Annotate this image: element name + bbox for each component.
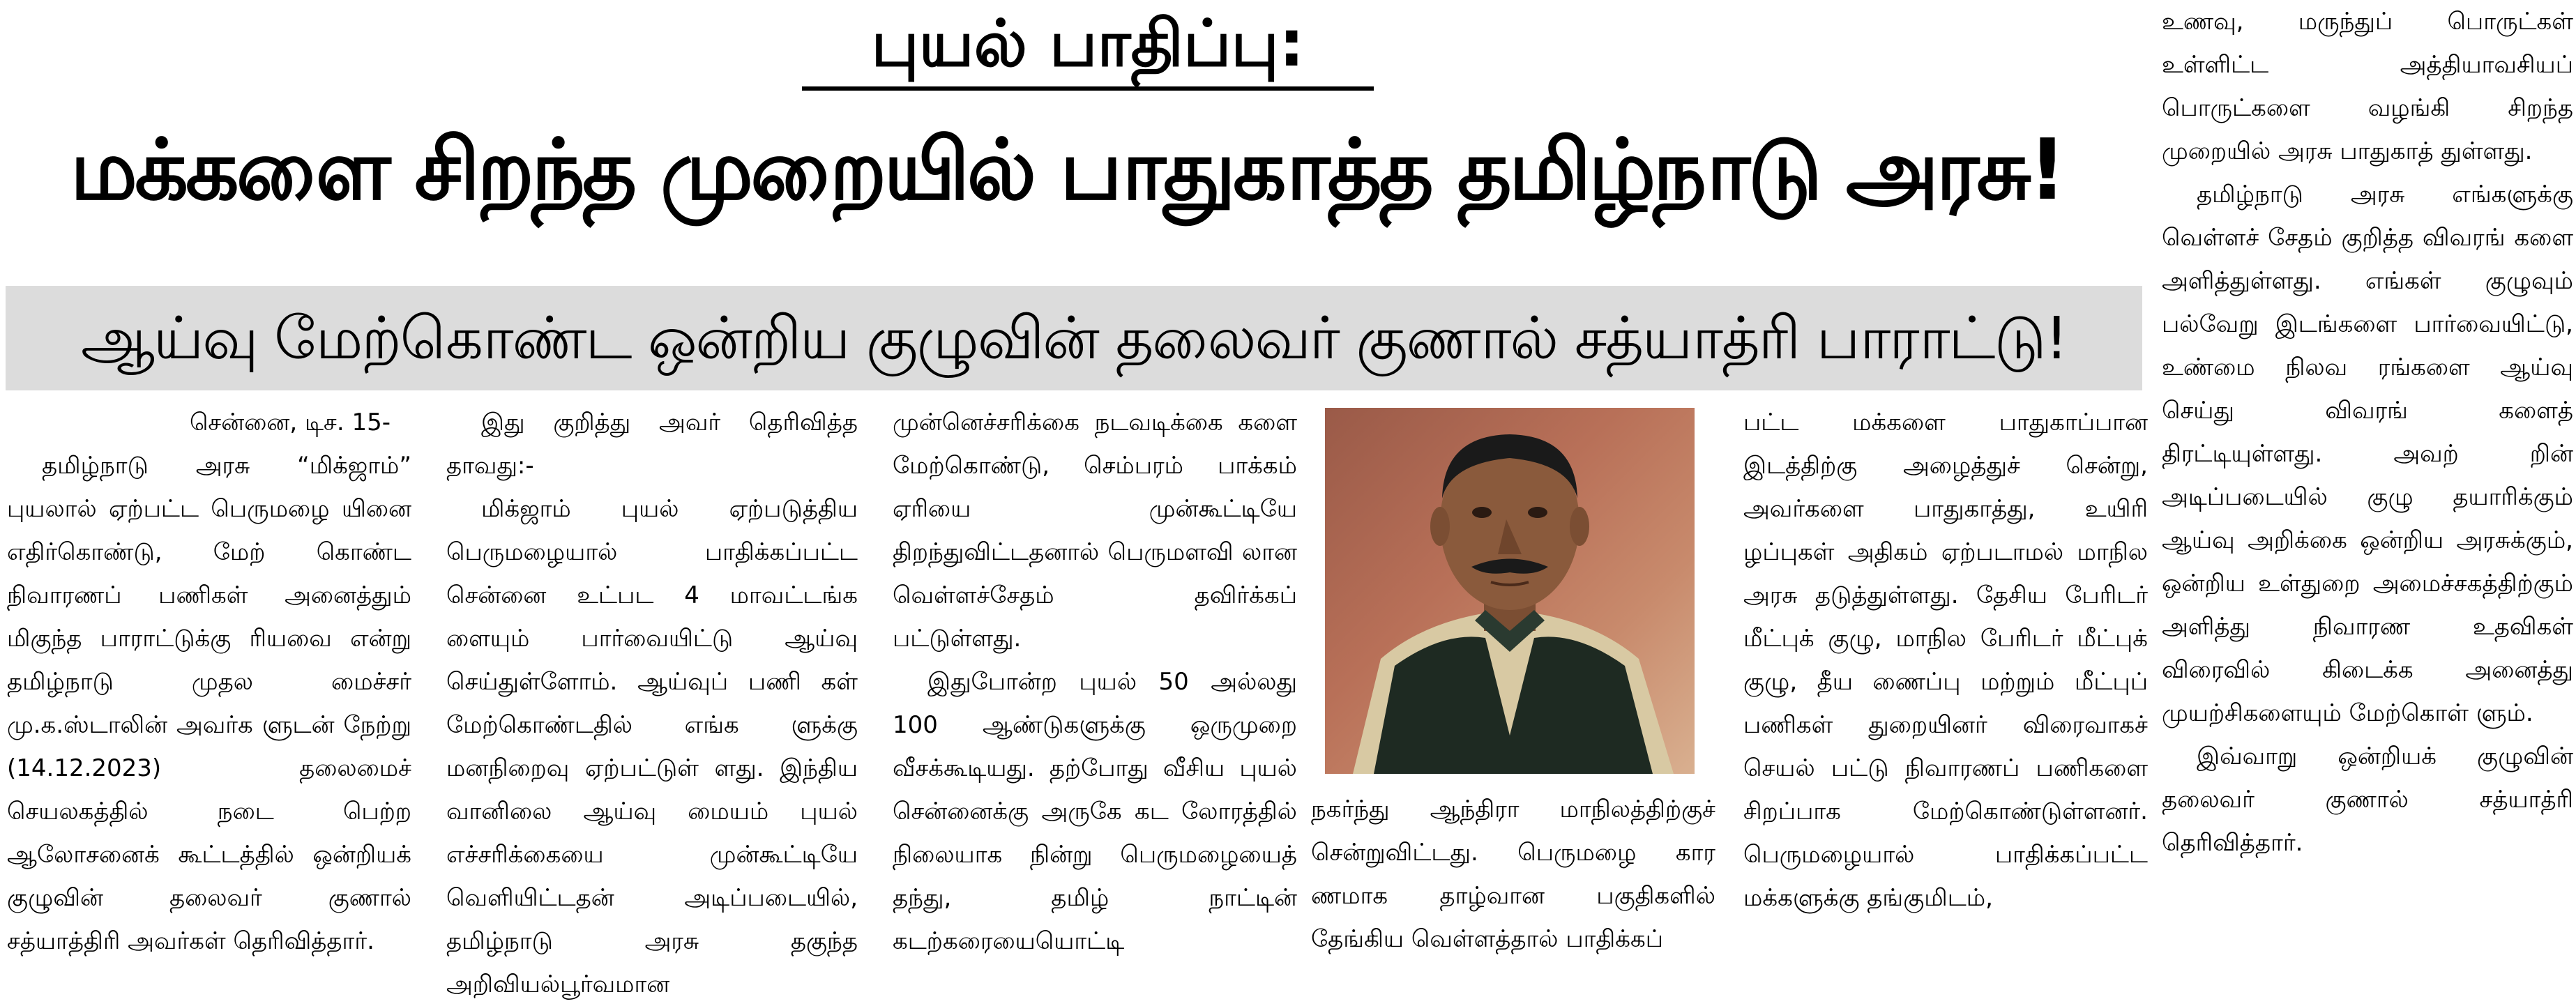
article-column-3 <box>893 401 1297 963</box>
paragraph: முன்னெச்சரிக்கை நடவடிக்கை களை மேற்கொண்டு, செம்பரம் பாக்கம் ஏரியை முன்கூட்டியே திறந்துவிட்டதனால் பெருமளவி லான வெள்ளச்சேதம் தவிர்க்கப் பட்டுள்ளது. <box>893 409 1297 653</box>
paragraph: தமிழ்நாடு அரசு எங்களுக்கு வெள்ளச் சேதம் குறித்த விவரங் களை அளித்துள்ளது. எங்கள் குழுவும் பல்வேறு இடங்களை பார்வையிட்டு, உண்மை நிலவ ரங்களை ஆய்வு செய்து விவரங் களைத் திரட்டியுள்ளது. அவற் றின் அடிப்படையில் குழு தயாரிக்கும் ஆய்வு அறிக்கை ஒன்றிய அரசுக்கும், ஒன்றிய உள்துறை அமைச்சகத்திற்கும் அளித்து நிவாரண உதவிகள் விரைவில் கிடைக்க அனைத்து முயற்சிகளையும் மேற்கொள் ளும். <box>2162 181 2573 727</box>
paragraph: இதுபோன்ற புயல் 50 அல்லது 100 ஆண்டுகளுக்கு ஒருமுறை வீசக்கூடியது. தற்போது வீசிய புயல் சென்னைக்கு அருகே கட லோரத்தில் நிலையாக நின்று பெருமழையைத் தந்து, தமிழ் நாட்டின் கடற்கரையையொட்டி <box>893 668 1297 955</box>
kicker-title: புயல் பாதிப்பு: <box>871 6 1305 81</box>
paragraph: நகர்ந்து ஆந்திரா மாநிலத்திற்குச் சென்றுவிட்டது. பெருமழை கார ணமாக தாழ்வான பகுதிகளில் தேங்கிய வெள்ளத்தால் பாதிக்கப் <box>1311 795 1715 953</box>
paragraph: தமிழ்நாடு அரசு “மிக்ஜாம்” புயலால் ஏற்பட்ட பெருமழை யினை எதிர்கொண்டு, மேற் கொண்ட நிவாரணப் பணிகள் அனைத்தும் மிகுந்த பாராட்டுக்கு ரியவை என்று தமிழ்நாடு முதல மைச்சர் மு.க.ஸ்டாலின் அவர்க ளுடன் நேற்று (14.12.2023) தலைமைச் செயலகத்தில் நடை பெற்ற ஆலோசனைக் கூட்டத்தில் ஒன்றியக் குழுவின் தலைவர் குணால் சத்யாத்திரி அவர்கள் தெரிவித்தார். <box>7 452 411 955</box>
article-column-6 <box>2162 0 2573 864</box>
paragraph: பட்ட மக்களை பாதுகாப்பான இடத்திற்கு அழைத்துச் சென்று, அவர்களை பாதுகாத்து, உயிரி ழப்புகள் அதிகம் ஏற்படாமல் மாநில அரசு தடுத்துள்ளது. தேசிய பேரிடர் மீட்புக் குழு, மாநில பேரிடர் மீட்புக் குழு, தீய ணைப்பு மற்றும் மீட்புப் பணிகள் துறையினர் விரைவாகச் செயல் பட்டு நிவாரணப் பணிகளை சிறப்பாக மேற்கொண்டுள்ளனர். பெருமழையால் பாதிக்கப்பட்ட மக்களுக்கு தங்குமிடம், <box>1743 409 2148 912</box>
paragraph: மிக்ஜாம் புயல் ஏற்படுத்திய பெருமழையால் பாதிக்கப்பட்ட சென்னை உட்பட 4 மாவட்டங்க ளையும் பார்வையிட்டு ஆய்வு செய்துள்ளோம். ஆய்வுப் பணி கள் மேற்கொண்டதில் எங்க ளுக்கு மனநிறைவு ஏற்பட்டுள் ளது. இந்திய வானிலை ஆய்வு மையம் புயல் எச்சரிக்கையை முன்கூட்டியே வெளியிட்டதன் அடிப்படையில், தமிழ்நாடு அரசு தகுந்த அறிவியல்பூர்வமான <box>446 495 858 998</box>
paragraph: இது குறித்து அவர் தெரிவித்த தாவது:- <box>446 409 858 480</box>
portrait-illustration <box>1325 408 1695 774</box>
article-column-4 <box>1311 788 1715 961</box>
portrait-photo <box>1325 408 1695 774</box>
kicker-underline <box>802 86 1374 91</box>
paragraph: இவ்வாறு ஒன்றியக் குழுவின் தலைவர் குணால் சத்யாத்ரி தெரிவித்தார். <box>2162 742 2573 857</box>
article-column-5 <box>1743 401 2148 920</box>
dateline: சென்னை, டிச. 15- <box>189 409 391 436</box>
paragraph: உணவு, மருந்துப் பொருட்கள் உள்ளிட்ட அத்தியாவசியப் பொருட்களை வழங்கி சிறந்த முறையில் அரசு பாதுகாத் துள்ளது. <box>2162 8 2573 165</box>
subhead: ஆய்வு மேற்கொண்ட ஒன்றிய குழுவின் தலைவர் குணால் சத்யாத்ரி பாராட்டு! <box>80 304 2068 372</box>
headline: மக்களை சிறந்த முறையில் பாதுகாத்த தமிழ்நாடு அரசு! <box>70 122 2064 219</box>
article-column-2 <box>446 401 858 1006</box>
article-column-1 <box>7 401 411 963</box>
